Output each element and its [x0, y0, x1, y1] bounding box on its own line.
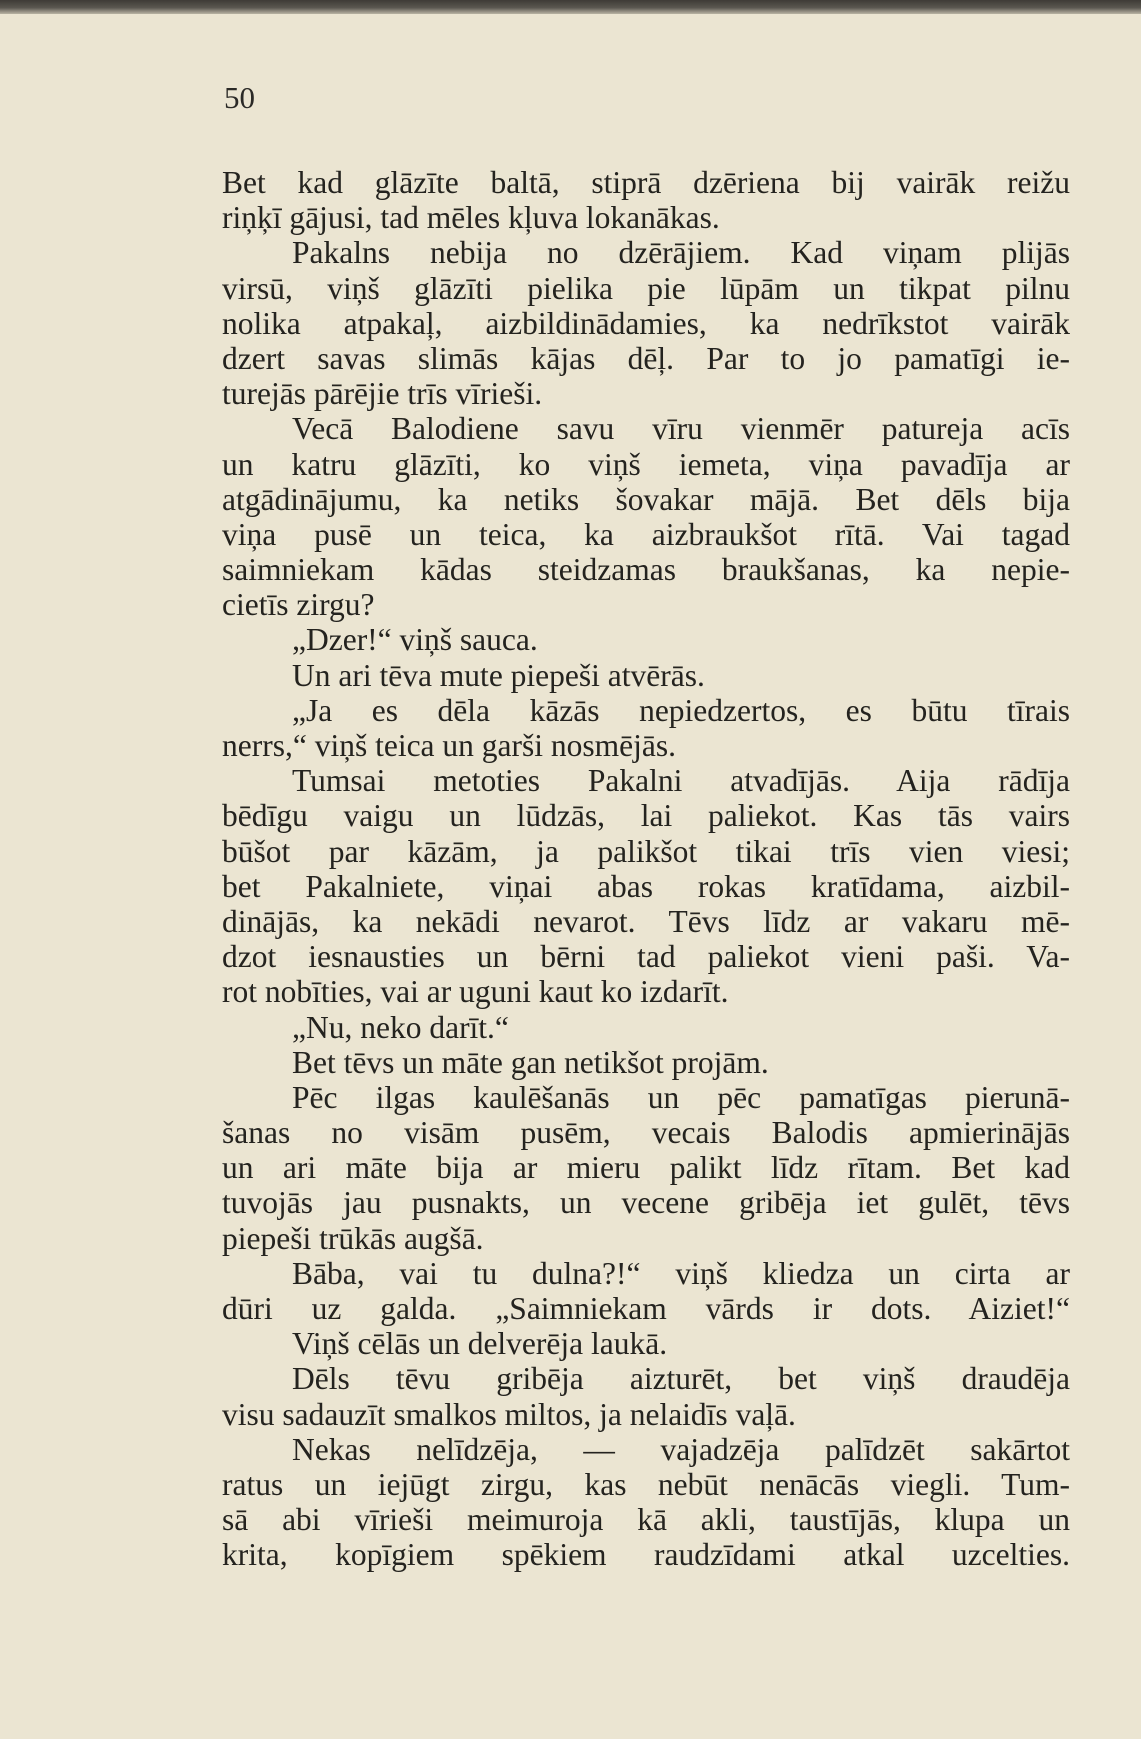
text-line: šanas no visām pusēm, vecais Balodis apmierinājās	[222, 1115, 1070, 1151]
text-line: „Ja es dēla kāzās nepiedzertos, es būtu tīrais	[292, 692, 1070, 728]
body-text	[222, 165, 1070, 1573]
text-line: Tumsai metoties Pakalni atvadījās. Aija rādīja	[292, 763, 1070, 799]
text-line: dzert savas slimās kājas dēļ. Par to jo pamatīgi ie-	[222, 340, 1070, 376]
text-line: cietīs zirgu?	[222, 587, 375, 623]
text-line: atgādinājumu, ka netiks šovakar mājā. Bet dēls bija	[222, 481, 1070, 517]
text-line: visu sadauzīt smalkos miltos, ja nelaidīs vaļā.	[222, 1396, 796, 1432]
text-line: dzot iesnausties un bērni tad paliekot vieni paši. Va-	[222, 939, 1070, 975]
text-line: nolika atpakaļ, aizbildinādamies, ka nedrīkstot vairāk	[222, 305, 1070, 341]
text-line: piepeši trūkās augšā.	[222, 1220, 484, 1256]
text-line: Dēls tēvu gribēja aizturēt, bet viņš draudēja	[292, 1361, 1070, 1397]
text-line: Pēc ilgas kaulēšanās un pēc pamatīgas pierunā-	[292, 1079, 1070, 1115]
text-line: dūri uz galda. „Saimniekam vārds ir dots. Aiziet!“	[222, 1291, 1070, 1326]
text-line: krita, kopīgiem spēkiem raudzīdami atkal uzcelties.	[222, 1537, 1070, 1573]
text-line: Viņš cēlās un delverēja laukā.	[292, 1326, 668, 1362]
text-line: ratus un iejūgt zirgu, kas nebūt nenācās viegli. Tum-	[222, 1466, 1070, 1502]
text-line: nerrs,“ viņš teica un garši nosmējās.	[222, 728, 676, 763]
text-line: tuvojās jau pusnakts, un vecene gribēja iet gulēt, tēvs	[222, 1185, 1070, 1221]
scan-top-edge	[0, 0, 1141, 14]
text-line: bet Pakalniete, viņai abas rokas kratīdama, aizbil-	[222, 868, 1070, 904]
text-line: turejās pārējie trīs vīrieši.	[222, 376, 543, 412]
text-line: dinājās, ka nekādi nevarot. Tēvs līdz ar vakaru mē-	[222, 903, 1070, 939]
text-line: Un ari tēva mute piepeši atvērās.	[292, 657, 705, 693]
text-line: rot nobīties, vai ar uguni kaut ko izdarīt.	[222, 974, 729, 1010]
text-line: un ari māte bija ar mieru palikt līdz rītam. Bet kad	[222, 1150, 1070, 1186]
text-line: Bet kad glāzīte baltā, stiprā dzēriena bij vairāk reižu	[222, 165, 1070, 200]
text-line: viņa pusē un teica, ka aizbraukšot rītā. Vai tagad	[222, 516, 1070, 552]
text-line: saimniekam kādas steidzamas braukšanas, ka nepie-	[222, 552, 1070, 588]
text-line: „Dzer!“ viņš sauca.	[292, 622, 538, 658]
text-line: „Nu, neko darīt.“	[292, 1009, 509, 1045]
page-number: 50	[224, 80, 255, 115]
text-line: un katru glāzīti, ko viņš iemeta, viņa pavadīja ar	[222, 446, 1070, 482]
text-line: Vecā Balodiene savu vīru vienmēr patureja acīs	[292, 411, 1070, 447]
text-line: riņķī gājusi, tad mēles kļuva lokanākas.	[222, 200, 720, 236]
text-line: virsū, viņš glāzīti pielika pie lūpām un tikpat pilnu	[222, 270, 1070, 306]
text-line: būšot par kāzām, ja palikšot tikai trīs vien viesi;	[222, 833, 1070, 869]
text-line: bēdīgu vaigu un lūdzās, lai paliekot. Kas tās vairs	[222, 798, 1070, 834]
text-line: Bāba, vai tu dulna?!“ viņš kliedza un cirta ar	[292, 1255, 1070, 1291]
text-line: Pakalns nebija no dzērājiem. Kad viņam plijās	[292, 235, 1070, 271]
text-line: Bet tēvs un māte gan netikšot projām.	[292, 1044, 769, 1080]
text-line: sā abi vīrieši meimuroja kā akli, taustījās, klupa un	[222, 1502, 1070, 1538]
text-line: Nekas nelīdzēja, — vajadzēja palīdzēt sakārtot	[292, 1431, 1070, 1467]
